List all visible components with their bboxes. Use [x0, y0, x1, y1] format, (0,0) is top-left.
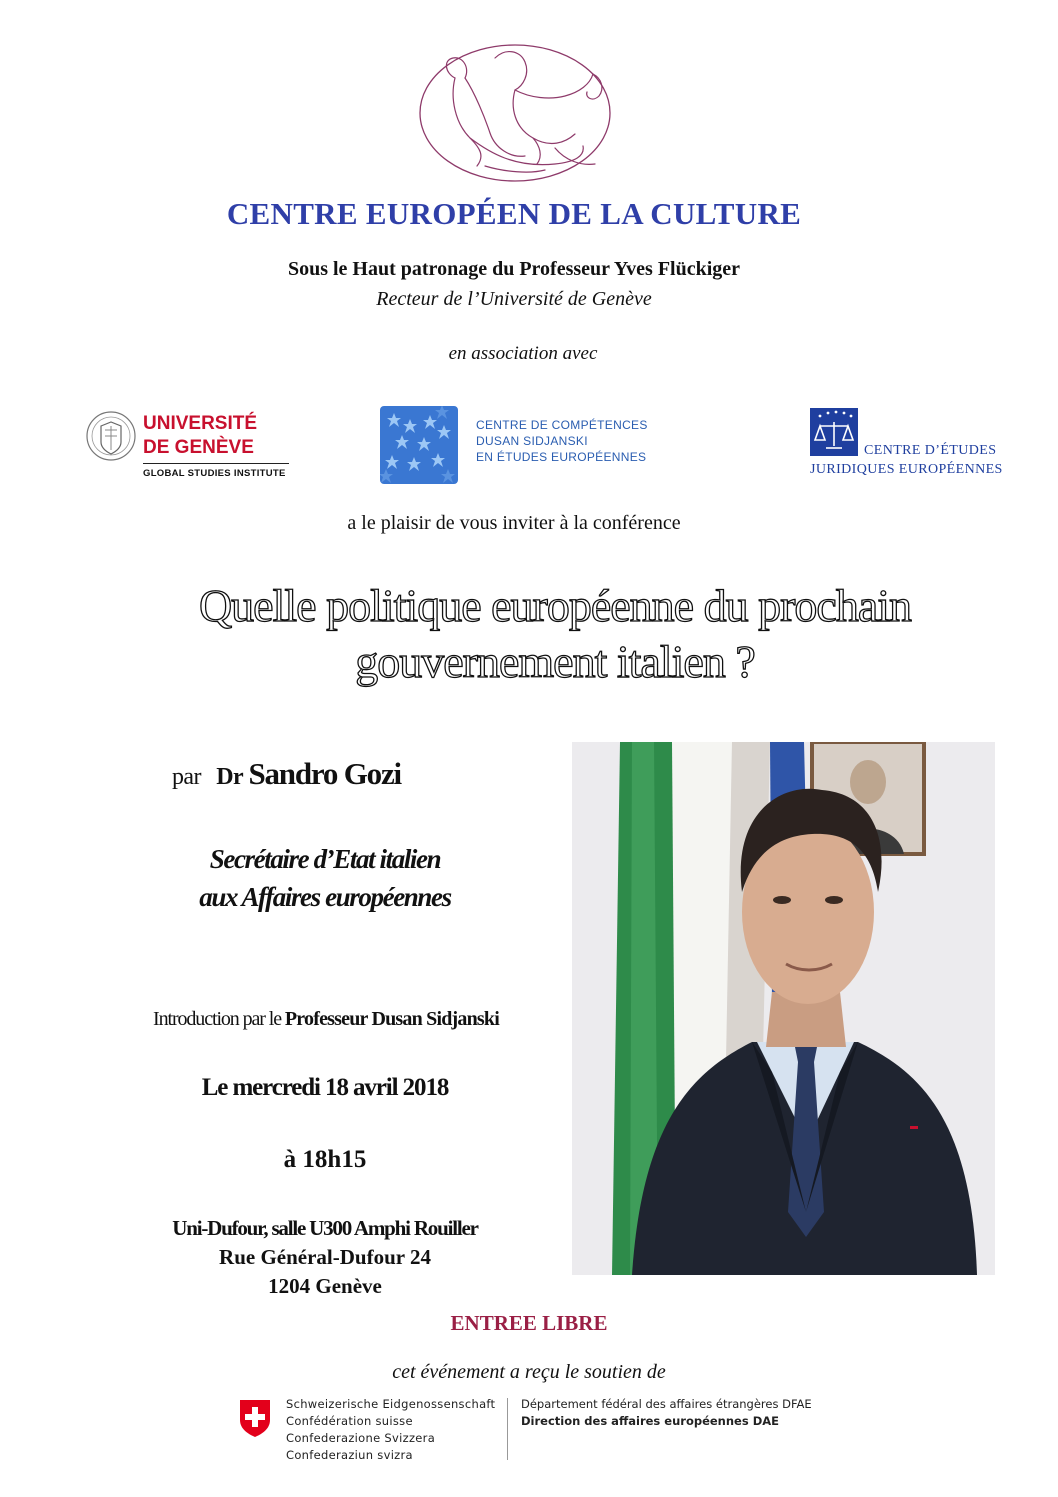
association-line: en association avec	[448, 343, 598, 364]
speaker-role-line1: Secrétaire d’Etat italien	[209, 844, 441, 874]
unige-name-line2: DE GENÈVE	[143, 437, 254, 458]
venue-line2: Rue Général-Dufour 24	[219, 1245, 431, 1269]
speaker-role-line2: aux Affaires européennes	[199, 882, 451, 912]
introduction-person: Professeur Dusan Sidjanski	[284, 1008, 499, 1030]
speaker-par: par	[172, 764, 201, 790]
ccds-line1: CENTRE DE COMPÉTENCES	[476, 418, 648, 432]
patronage-line: Sous le Haut patronage du Professeur Yves Flückiger	[287, 258, 741, 280]
centre-title: CENTRE EUROPÉEN DE LA CULTURE	[226, 196, 802, 231]
unige-name-line1: UNIVERSITÉ	[143, 413, 258, 434]
ccds-stars-icon	[380, 406, 458, 484]
speaker-photo	[572, 742, 995, 1275]
ceje-line2: JURIDIQUES EUROPÉENNES	[810, 462, 1003, 477]
ch-line2: Confédération suisse	[286, 1414, 413, 1428]
speaker-line	[172, 756, 401, 792]
venue-line3: 1204 Genève	[268, 1274, 382, 1298]
introduction-line	[60, 1008, 592, 1031]
ch-line4: Confederaziun svizra	[286, 1448, 413, 1462]
recteur-line: Recteur de l’Université de Genève	[376, 288, 652, 310]
ccds-logo	[380, 406, 680, 486]
dfae-line1: Département fédéral des affaires étrangères DFAE	[521, 1397, 812, 1411]
invite-line: a le plaisir de vous inviter à la conférence	[347, 512, 681, 534]
unige-logo	[85, 408, 300, 482]
europa-emblem-logo	[415, 38, 615, 188]
unige-institute: GLOBAL STUDIES INSTITUTE	[143, 468, 286, 479]
ch-line1: Schweizerische Eidgenossenschaft	[286, 1397, 496, 1411]
ch-line3: Confederazione Svizzera	[286, 1431, 436, 1445]
speaker-name: Sandro Gozi	[248, 756, 401, 791]
ceje-line1: CENTRE D’ÉTUDES	[864, 443, 997, 458]
unige-divider	[143, 463, 289, 464]
speaker-title: Dr	[216, 764, 244, 790]
event-venue	[100, 1214, 550, 1301]
conference-title-line1: Quelle politique européenne du prochain	[198, 580, 912, 631]
sponsor-divider	[507, 1398, 508, 1460]
speaker-role	[100, 840, 550, 916]
ccds-line2: DUSAN SIDJANSKI	[476, 434, 588, 448]
dfae-line2: Direction des affaires européennes DAE	[521, 1414, 779, 1428]
conference-title-line2: gouvernement italien ?	[355, 636, 755, 687]
ceje-scales-icon	[810, 408, 858, 456]
ccds-line3: EN ÉTUDES EUROPÉENNES	[476, 450, 647, 464]
swiss-confederation-block	[0, 1397, 1058, 1467]
unige-seal-icon	[85, 408, 137, 468]
event-time: à 18h15	[283, 1146, 367, 1173]
event-date: Le mercredi 18 avril 2018	[201, 1074, 449, 1101]
introduction-prefix: Introduction par le	[153, 1008, 281, 1030]
conference-title	[100, 578, 1010, 690]
soutien-line: cet événement a reçu le soutien de	[392, 1361, 666, 1383]
entree-libre: ENTREE LIBRE	[450, 1311, 608, 1335]
ceje-logo	[810, 408, 1010, 483]
venue-line1: Uni-Dufour, salle U300 Amphi Rouiller	[172, 1216, 478, 1240]
